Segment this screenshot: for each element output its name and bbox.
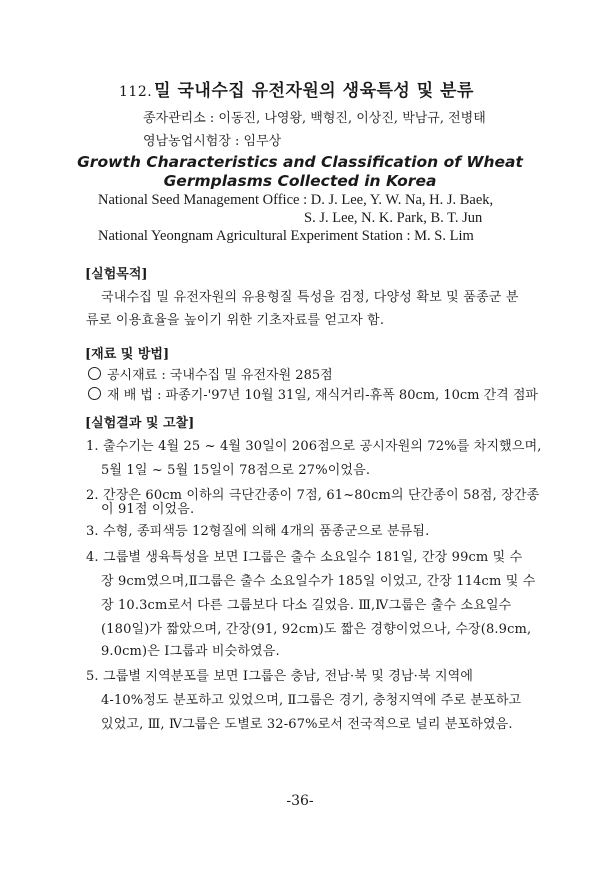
english-affiliation-line-2: S. J. Lee, N. K. Park, B. T. Jun	[304, 210, 483, 226]
result-line: 5월 1일 ~ 5월 15일이 78점으로 27%이었음.	[101, 463, 371, 478]
result-line: 5. 그룹별 지역분포를 보면 I그룹은 충남, 전남·북 및 경남·북 지역에	[86, 669, 474, 684]
objective-line-1: 국내수집 밀 유전자원의 유용형질 특성을 검정, 다양성 확보 및 품종군 분	[101, 290, 519, 305]
objective-line-2: 류로 이용효율을 높이기 위한 기초자료를 얻고자 함.	[86, 313, 385, 328]
circle-bullet-icon	[88, 367, 101, 380]
result-line: 4-10%정도 분포하고 있었으며, Ⅱ그룹은 경기, 충청지역에 주로 분포하고	[101, 693, 522, 708]
paper-number: 112.	[119, 84, 153, 100]
result-line: 있었고, Ⅲ, Ⅳ그룹은 도별로 32-67%로서 전국적으로 널리 분포하였음.	[101, 717, 513, 732]
english-affiliation-line-3: National Yeongnam Agricultural Experiment Station : M. S. Lim	[98, 228, 474, 244]
result-line: 3. 수형, 종피색등 12형질에 의해 4개의 품종군으로 분류됨.	[86, 524, 430, 539]
authors-korean-line-2: 영남농업시험장 : 임무상	[143, 134, 282, 149]
result-line: 장 9cm였으며,Ⅱ그룹은 출수 소요일수가 185일 이었고, 간장 114cm 및 수	[101, 574, 536, 589]
objective-heading: [실험목적]	[85, 267, 148, 282]
methods-heading: [재료 및 방법]	[85, 347, 170, 362]
results-heading: [실험결과 및 고찰]	[85, 416, 195, 431]
result-line: 2. 간장은 60cm 이하의 극단간종이 7점, 61~80cm의 단간종이 58점, 장간종	[86, 488, 540, 503]
result-line: 1. 출수기는 4월 25 ~ 4월 30일이 206점으로 공시자원의 72%를 차지했으며,	[86, 439, 542, 454]
authors-korean-line-1: 종자관리소 : 이동진, 나영왕, 백형진, 이상진, 박남규, 전병태	[143, 111, 486, 126]
methods-item-text: 재 배 법 : 파종기-'97년 10월 31일, 재식거리-휴폭 80cm, 10cm 간격 점파	[107, 388, 538, 403]
result-line: 4. 그룹별 생육특성을 보면 I그룹은 출수 소요일수 181일, 간장 99cm 및 수	[86, 550, 523, 565]
methods-item-materials	[88, 364, 333, 383]
english-affiliation-line-1: National Seed Management Office : D. J. Lee, Y. W. Na, H. J. Baek,	[98, 192, 494, 208]
english-title-line-1: Growth Characteristics and Classification of Wheat	[77, 153, 523, 171]
circle-bullet-icon	[88, 387, 101, 400]
paper-title-text: 밀 국내수집 유전자원의 생육특성 및 분류	[154, 81, 474, 101]
result-line: 장 10.3cm로서 다른 그룹보다 다소 길었음. Ⅲ,Ⅳ그룹은 출수 소요일수	[101, 598, 512, 613]
methods-item-cultivation	[88, 384, 538, 403]
result-line: 9.0cm)은 I그룹과 비슷하였음.	[101, 644, 280, 659]
english-title-line-2: Germplasms Collected in Korea	[163, 172, 437, 190]
result-line: 이 91점 이었음.	[101, 502, 195, 517]
result-line: (180일)가 짧았으며, 간장(91, 92cm)도 짧은 경향이었으나, 수장(8.9cm,	[101, 622, 532, 637]
methods-item-text: 공시재료 : 국내수집 밀 유전자원 285점	[107, 368, 333, 383]
paper-title	[119, 76, 589, 101]
page-number: -36-	[286, 793, 314, 809]
